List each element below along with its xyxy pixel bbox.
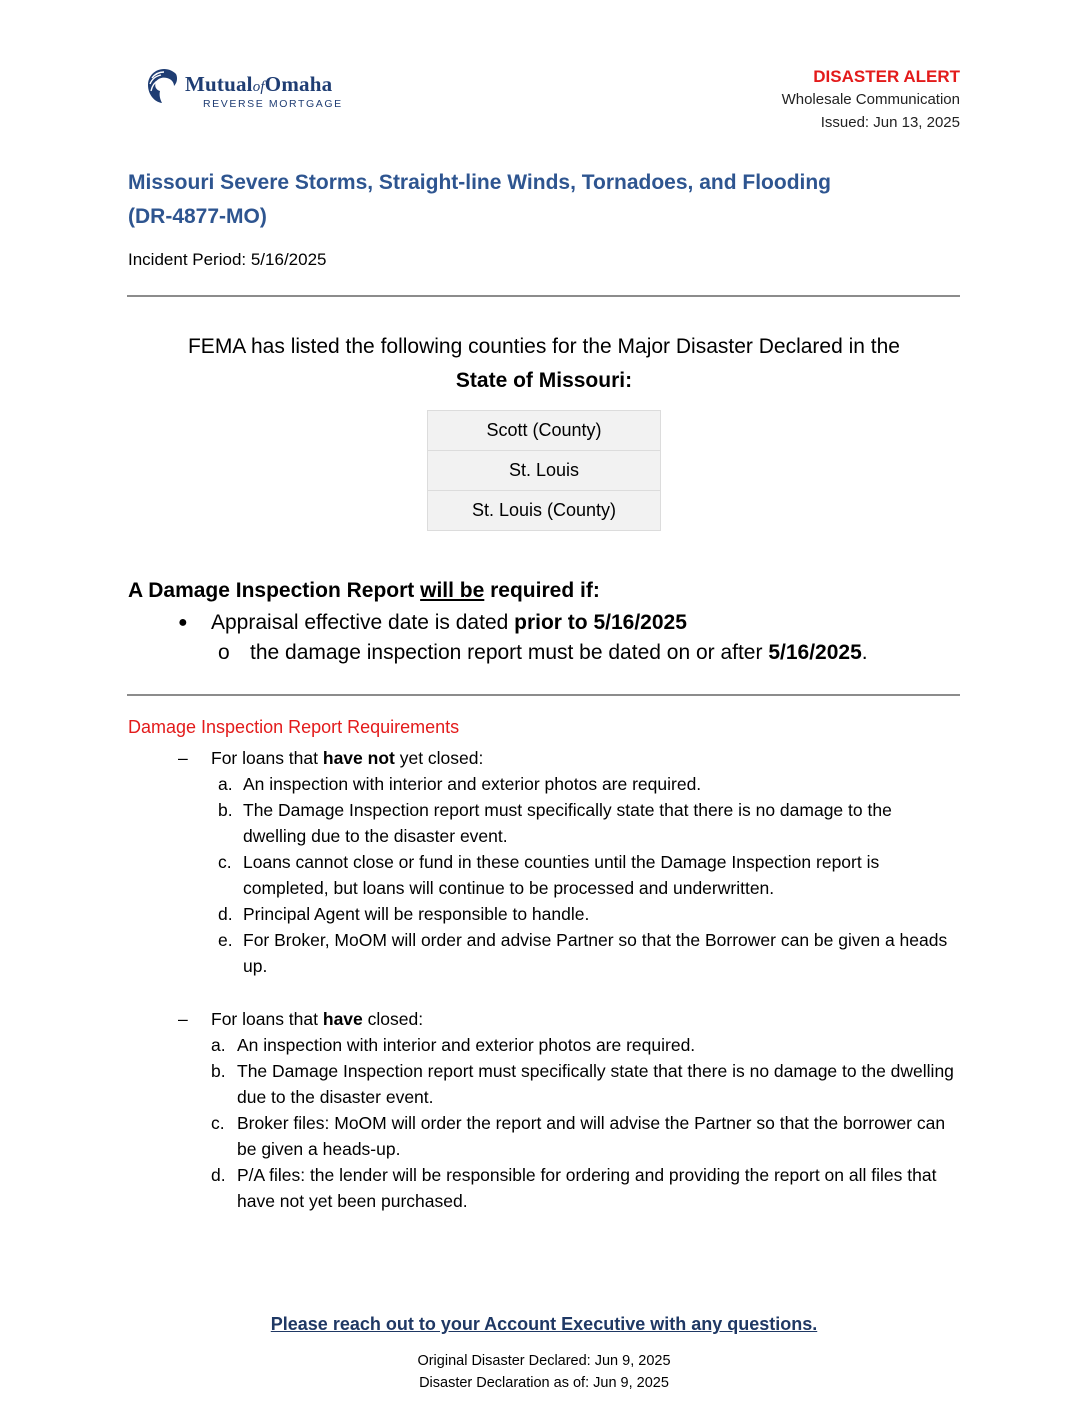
item-text: Loans cannot close or fund in these counties until the Damage Inspection report is completed, but loans will continue to be processed and underwritten.: [243, 852, 880, 898]
not-closed-list: [218, 771, 958, 979]
not-closed-post: yet closed:: [394, 748, 484, 768]
item-text: P/A files: the lender will be responsible for ordering and providing the report on all files that have not yet been purchased.: [237, 1165, 937, 1211]
item-label: c.: [218, 852, 232, 872]
fema-state: State of Missouri:: [455, 369, 633, 392]
item-text: The Damage Inspection report must specifically state that there is no damage to the dwelling due to the disaster event.: [243, 800, 892, 846]
list-item: [218, 901, 958, 927]
bullet-icon: ●: [178, 614, 188, 631]
brand-name: [185, 72, 332, 97]
item-text: For Broker, MoOM will order and advise Partner so that the Borrower can be given a heads up.: [243, 930, 948, 976]
disaster-title: [128, 166, 888, 234]
channel-label: Wholesale Communication: [781, 91, 960, 108]
item-text: Broker files: MoOM will order the report and will advise the Partner so that the borrower can be given a heads-up.: [237, 1113, 946, 1159]
damage-heading-pre: A Damage Inspection Report: [128, 579, 421, 602]
footer: [0, 1312, 1088, 1394]
dash-marker: –: [178, 748, 188, 768]
list-item: [218, 797, 958, 849]
brand-name-b: Omaha: [264, 72, 333, 96]
list-item: [218, 771, 958, 797]
sub-bullet-marker: o: [218, 641, 230, 664]
damage-heading: [128, 576, 600, 606]
item-label: a.: [211, 1035, 226, 1055]
closed-bold: have: [322, 1009, 363, 1029]
item-text: The Damage Inspection report must specifically state that there is no damage to the dwelling due to the disaster event.: [237, 1061, 954, 1107]
not-closed-heading: [178, 745, 968, 771]
table-row: [428, 411, 661, 451]
document-header: [782, 66, 960, 134]
bullet-bold: prior to 5/16/2025: [514, 611, 687, 634]
closed-section: [178, 1006, 968, 1214]
item-label: b.: [211, 1061, 226, 1081]
item-label: d.: [211, 1165, 226, 1185]
incident-period: Incident Period: 5/16/2025: [128, 250, 327, 269]
counties-table: [427, 410, 661, 531]
county-cell: Scott (County): [428, 411, 661, 451]
brand-name-a: Mutual: [185, 72, 253, 96]
item-label: c.: [211, 1113, 225, 1133]
company-logo: [147, 67, 357, 115]
item-label: b.: [218, 800, 233, 820]
list-item: [211, 1162, 961, 1214]
item-label: a.: [218, 774, 233, 794]
item-text: Principal Agent will be responsible to handle.: [243, 904, 590, 924]
damage-heading-underlined: will be: [420, 579, 485, 602]
table-row: [428, 451, 661, 491]
list-item: [211, 1032, 961, 1058]
closed-pre: For loans that: [211, 1009, 323, 1029]
requirements-title: Damage Inspection Report Requirements: [128, 717, 460, 737]
list-item: [178, 608, 687, 638]
disaster-title-line2: (DR-4877-MO): [128, 205, 267, 228]
divider: [127, 694, 960, 696]
bullet-text: Appraisal effective date is dated: [211, 611, 515, 634]
item-text: An inspection with interior and exterior photos are required.: [237, 1035, 696, 1055]
item-label: d.: [218, 904, 233, 924]
list-item: [211, 1110, 961, 1162]
closed-list: [211, 1032, 961, 1214]
closed-post: closed:: [362, 1009, 424, 1029]
not-closed-section: [178, 745, 968, 979]
not-closed-bold: have not: [322, 748, 395, 768]
item-label: e.: [218, 930, 233, 950]
sub-bullet-end: .: [861, 641, 868, 664]
list-item: [211, 1058, 961, 1110]
brand-name-of: of: [252, 79, 265, 95]
disaster-title-line1: Missouri Severe Storms, Straight-line Winds, Tornadoes, and Flooding: [128, 171, 832, 194]
brand-subtitle: REVERSE MORTGAGE: [203, 98, 343, 110]
item-text: An inspection with interior and exterior photos are required.: [243, 774, 702, 794]
lion-head-icon: [147, 68, 181, 104]
alert-label: DISASTER ALERT: [813, 67, 960, 86]
declaration-as-of: Disaster Declaration as of: Jun 9, 2025: [419, 1375, 669, 1391]
list-item: [218, 927, 958, 979]
dash-marker: –: [178, 1009, 188, 1029]
county-cell: St. Louis: [428, 451, 661, 491]
issued-date: Issued: Jun 13, 2025: [820, 114, 960, 131]
sub-bullet-text: the damage inspection report must be dated on or after: [250, 641, 769, 664]
not-closed-pre: For loans that: [211, 748, 323, 768]
original-declared: Original Disaster Declared: Jun 9, 2025: [417, 1353, 671, 1369]
contact-link[interactable]: Please reach out to your Account Executive with any questions.: [270, 1314, 818, 1334]
list-item: [218, 638, 868, 668]
county-cell: St. Louis (County): [428, 491, 661, 531]
table-row: [428, 491, 661, 531]
closed-heading: [178, 1006, 968, 1032]
sub-bullet-bold: 5/16/2025: [768, 641, 862, 664]
fema-intro: FEMA has listed the following counties for the Major Disaster Declared in the: [187, 335, 900, 358]
damage-heading-post: required if:: [484, 579, 600, 602]
divider: [127, 295, 960, 297]
list-item: [218, 849, 958, 901]
fema-statement: [128, 330, 960, 398]
